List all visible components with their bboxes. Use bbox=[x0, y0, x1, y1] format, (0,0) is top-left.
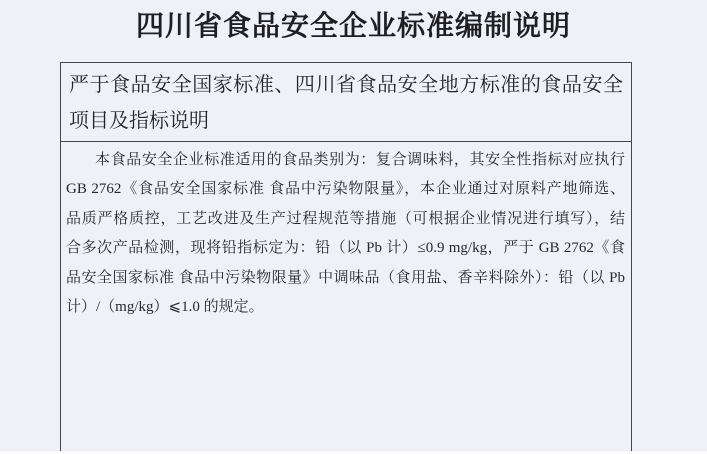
header-line-2: 项目及指标说明 bbox=[69, 110, 209, 132]
body-line: 计）/（mg/kg）⩽1.0 的规定。 bbox=[66, 298, 264, 315]
body-line: 合多次产品检测，现将铅指标定为：铅（以 Pb 计）≤0.9 mg/kg，严于 GB 2762《食 bbox=[66, 240, 625, 257]
body-line: 本食品安全企业标准适用的食品类别为：复合调味料，其安全性指标对应执行 bbox=[95, 152, 625, 168]
standard-explanation-table bbox=[60, 62, 632, 454]
body-line: 品质严格质控，工艺改进及生产过程规范等措施（可根据企业情况进行填写），结 bbox=[66, 210, 625, 227]
body-line: GB 2762《食品安全国家标准 食品中污染物限量》，本企业通过对原料产地筛选、 bbox=[66, 181, 625, 198]
table-body-cell bbox=[61, 142, 631, 322]
page-title: 四川省食品安全企业标准编制说明 bbox=[135, 10, 571, 41]
table-header-cell bbox=[61, 63, 631, 142]
body-line: 品安全国家标准 食品中污染物限量》中调味品（食用盐、香辛料除外）：铅（以 Pb bbox=[66, 269, 625, 286]
header-line-1: 严于食品安全国家标准、四川省食品安全地方标准的食品安全 bbox=[69, 74, 623, 96]
